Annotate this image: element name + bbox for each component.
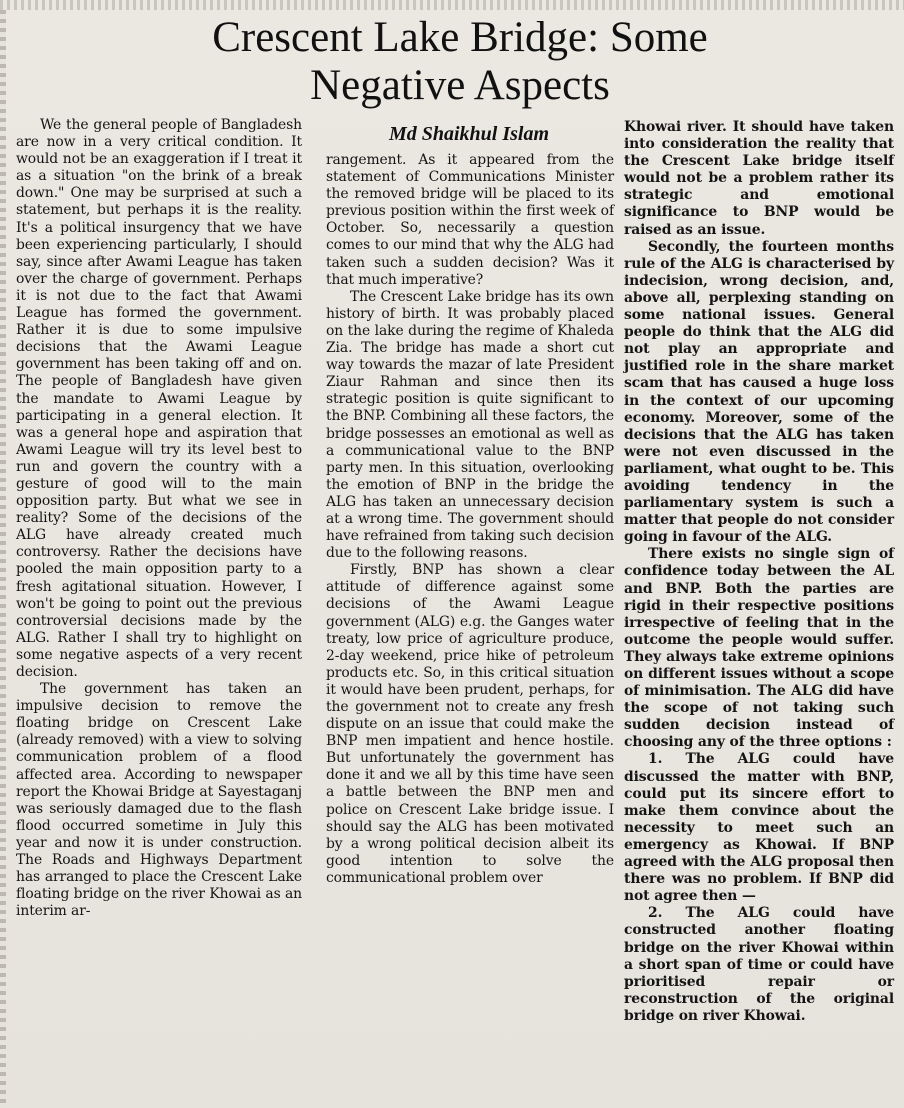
column-1 — [16, 117, 302, 1102]
list-item: 1. The ALG could have discussed the matter with BNP, could put its sincere effort to make them convince about the necessity to meet such an emergency as Khowai. If BNP agreed with the ALG proposal then there was no problem. If BNP did not agree then — — [624, 751, 894, 905]
article-headline — [20, 14, 900, 110]
article-byline: Md Shaikhul Islam — [388, 123, 550, 145]
headline-line-1: Crescent Lake Bridge: Some — [212, 14, 708, 61]
top-border-rule — [0, 0, 904, 10]
paragraph: Secondly, the fourteen months rule of the ALG is characterised by indecision, wrong decision, and, above all, perplexing standing on some national issues. General people do think that the ALG did not play an appropriate and justified role in the share market scam that has caused a huge loss in the context of our upcoming economy. Moreover, some of the decisions that the ALG has taken were not even discussed in the parliament, what ought to be. This avoiding tendency in the parliamentary system is such a matter that people do not consider going in favour of the ALG. — [624, 238, 894, 546]
paragraph: Khowai river. It should have taken into consideration the reality that the Crescent Lake bridge itself would not be a problem rather its strategic and emotional significance to BNP would be raised as an issue. — [624, 119, 894, 238]
paragraph: Firstly, BNP has shown a clear attitude of difference against some decisions of the Awami League government (ALG) e.g. the Ganges water treaty, low price of agriculture produce, 2-day weekend, price hike of petroleum products etc. So, in this critical situation it would have been prudent, perhaps, for the government not to create any fresh dispute on an issue that could make the BNP men impatient and hence hostile. But unfortunately the government has done it and we all by this time have seen a battle between the BNP men and police on Crescent Lake bridge issue. I should say the ALG has been motivated by a wrong political decision albeit its good intention to solve the communicational problem over — [326, 562, 614, 886]
paragraph: rangement. As it appeared from the statement of Communications Minister the removed bridge will be placed to its previous position within the first week of October. So, necessarily a question comes to our mind that why the ALG had taken such a sudden decision? Was it that much imperative? — [326, 152, 614, 288]
paragraph: The Crescent Lake bridge has its own history of birth. It was probably placed on the lake during the regime of Khaleda Zia. The bridge has made a short cut way towards the mazar of late President Ziaur Rahman and since then its strategic position is quite significant to the BNP. Combining all these factors, the bridge possesses an emotional as well as a communicational value to the BNP party men. In this situation, overlooking the emotion of BNP in the bridge the ALG has taken an unnecessary decision at a wrong time. The government should have refrained from taking such decision due to the following reasons. — [326, 288, 614, 562]
column-2 — [326, 152, 614, 1102]
headline-line-2: Negative Aspects — [310, 62, 610, 109]
paragraph: The government has taken an impulsive decision to remove the floating bridge on Crescent Lake (already removed) with a view to solving communication problem of a flood affected area. According to newspaper report the Khowai Bridge at Sayestaganj was seriously damaged due to the flash flood occurred sometime in July this year and now it is under construction. The Roads and Highways Department has arranged to place the Crescent Lake floating bridge on the river Khowai as an interim ar- — [16, 681, 302, 920]
left-border-rule — [0, 10, 6, 1108]
paragraph: There exists no single sign of confidence today between the AL and BNP. Both the parties are rigid in their respective positions irrespective of feeling that in the outcome the people would suffer. They always take extreme opinions on different issues without a scope of minimisation. The ALG did have the scope of not taking such sudden decision instead of choosing any of the three options : — [624, 546, 894, 751]
column-3 — [624, 119, 894, 1102]
paragraph: We the general people of Bangladesh are now in a very critical condition. It would not be an exaggeration if I treat it as a situation "on the brink of a break down." One may be surprised at such a statement, but perhaps it is the reality. It's a political insurgency that we have been experiencing particularly, I should say, since after Awami League has taken over the charge of government. Perhaps it is not due to the fact that Awami League has formed the government. Rather it is due to some impulsive decisions that the Awami League government has been taking off and on. The people of Bangladesh have given the mandate to Awami League by participating in a general election. It was a general hope and aspiration that Awami League will try its level best to run and govern the country with a gesture of good will to the main opposition party. But what we see in reality? Some of the decisions of the ALG have already created much controversy. Rather the decisions have pooled the main opposition party to a fresh agitational situation. However, I won't be going to point out the previous controversial decisions made by the ALG. Rather I shall try to highlight on some negative aspects of a very recent decision. — [16, 117, 302, 680]
list-item: 2. The ALG could have constructed another floating bridge on the river Khowai within a short span of time or could have prioritised repair or reconstruction of the original bridge on river Khowai. — [624, 905, 894, 1024]
